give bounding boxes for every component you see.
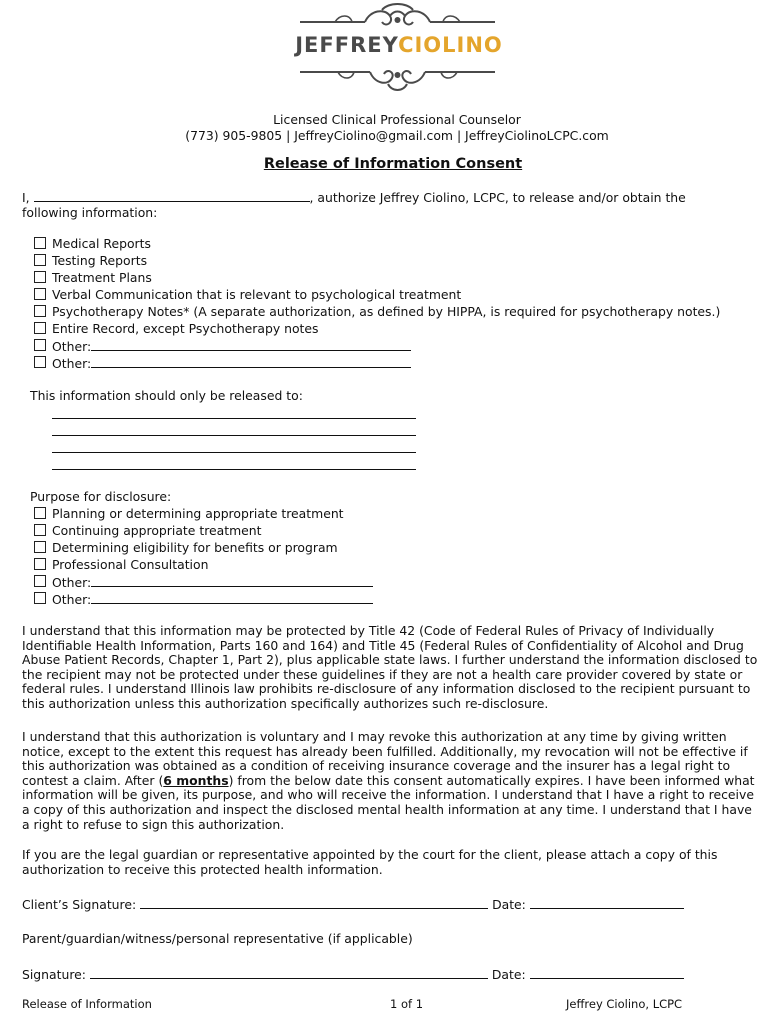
- option-treatment-plans: Treatment Plans: [52, 270, 152, 285]
- client-name-field[interactable]: [34, 189, 310, 202]
- option-verbal-communication: Verbal Communication that is relevant to psychological treatment: [52, 287, 462, 302]
- option-psychotherapy-notes: Psychotherapy Notes* (A separate authorization, as defined by HIPPA, is required for psychotherapy notes.): [52, 304, 721, 319]
- purpose-other-1: [52, 574, 373, 590]
- checkbox-professional-consultation[interactable]: [34, 558, 46, 570]
- checkbox-purpose-other-1[interactable]: [34, 575, 46, 587]
- purpose-other-2-label: Other:: [52, 592, 92, 607]
- option-other-2: [52, 355, 411, 371]
- recipient-line-3[interactable]: [52, 452, 416, 453]
- header-subtitle: Licensed Clinical Professional Counselor: [273, 112, 521, 127]
- client-signature-field[interactable]: [140, 896, 488, 909]
- intro-line2: following information:: [22, 205, 158, 220]
- checkbox-other-2[interactable]: [34, 356, 46, 368]
- client-signature-row: [22, 896, 684, 912]
- option-testing-reports: Testing Reports: [52, 253, 148, 268]
- paragraph-1-text: I understand that this information may be protected by Title 42 (Code of Federal Rules of Privacy of Individually Identifiable Health Information, Parts 160 and 164) and Title 45 (Federal Rules of Confidentiality of Alcohol and Drug Abuse Patient Records, Chapter 1, Part 2), plus applicable state laws. I further understand the information disclosed to the recipient may not be protected under these guidelines if they are not a health care provider covered by state or federal rules. I understand Illinois law prohibits re-disclosure of any information disclosed to the recipient pursuant to this authorization unless this authorization specifically authorizes such re-disclosure.: [22, 623, 758, 711]
- intro-suffix: , authorize Jeffrey Ciolino, LCPC, to release and/or obtain the: [309, 190, 686, 205]
- option-other-1: [52, 338, 411, 354]
- recipient-line-1[interactable]: [52, 418, 416, 419]
- guardian-date-label: Date:: [491, 967, 526, 982]
- paragraph-2-after: ) from the below date this consent automatically expires. I have been informed what information will be given, its purpose, and who will receive the information. I understand that I have a right to receive a copy of this authorization and inspect the disclosed mental health information at any time. I understand that I have a right to refuse to sign this authorization.: [22, 772, 755, 832]
- checkbox-medical-reports[interactable]: [34, 237, 46, 249]
- purpose-heading: Purpose for disclosure:: [30, 489, 172, 504]
- checkbox-treatment-plans[interactable]: [34, 271, 46, 283]
- checkbox-planning-treatment[interactable]: [34, 507, 46, 519]
- expiration-period: 6 months: [163, 772, 229, 788]
- purpose-other-2: [52, 591, 373, 607]
- purpose-planning-treatment: Planning or determining appropriate treatment: [52, 506, 344, 521]
- logo-ornament-top-icon: [290, 0, 505, 34]
- logo-last: CIOLINO: [398, 33, 503, 57]
- legal-paragraph-1: [22, 624, 762, 712]
- other-2-field[interactable]: [91, 355, 411, 368]
- checkbox-entire-record[interactable]: [34, 322, 46, 334]
- logo-wordmark: [294, 33, 504, 57]
- footer-page-number: 1 of 1: [390, 997, 424, 1011]
- logo: [290, 0, 505, 95]
- guardian-signature-field[interactable]: [90, 966, 488, 979]
- purpose-other-1-label: Other:: [52, 575, 92, 590]
- checkbox-eligibility[interactable]: [34, 541, 46, 553]
- option-other-2-label: Other:: [52, 356, 92, 371]
- purpose-other-1-field[interactable]: [91, 574, 373, 587]
- footer-right: Jeffrey Ciolino, LCPC: [566, 997, 683, 1011]
- intro-line: [22, 189, 686, 205]
- released-to-label: This information should only be released to:: [30, 388, 303, 403]
- legal-paragraph-3: [22, 848, 762, 877]
- client-date-field[interactable]: [530, 896, 684, 909]
- footer-left: Release of Information: [22, 997, 152, 1011]
- guardian-signature-label: Signature:: [22, 967, 86, 982]
- other-1-field[interactable]: [91, 338, 411, 351]
- purpose-eligibility: Determining eligibility for benefits or program: [52, 540, 338, 555]
- intro-prefix: I,: [22, 190, 30, 205]
- recipient-line-4[interactable]: [52, 469, 416, 470]
- checkbox-continuing-treatment[interactable]: [34, 524, 46, 536]
- logo-ornament-bottom-icon: [290, 62, 505, 94]
- header-contact: (773) 905-9805 | JeffreyCiolino@gmail.com | JeffreyCiolinoLCPC.com: [185, 128, 609, 143]
- paragraph-2-before: I understand that this authorization is voluntary and I may revoke this authorization at any time by giving written notice, except to the extent this request has already been fulfilled. Additionally, my revocation will not be effective if this authorization was obtained as a condition of receiving insurance coverage and the insurer has a legal right to contest a claim. After (: [22, 729, 748, 788]
- client-date-label: Date:: [492, 897, 526, 912]
- legal-paragraph-2: [22, 730, 762, 832]
- purpose-other-2-field[interactable]: [91, 591, 373, 604]
- paragraph-3-text: If you are the legal guardian or representative appointed by the court for the client, please attach a copy of this authorization to receive this protected health information.: [22, 847, 718, 877]
- guardian-label: Parent/guardian/witness/personal representative (if applicable): [22, 931, 413, 946]
- option-other-1-label: Other:: [52, 339, 92, 354]
- checkbox-other-1[interactable]: [34, 339, 46, 351]
- guardian-date-field[interactable]: [530, 966, 684, 979]
- client-signature-label: Client’s Signature:: [22, 897, 137, 912]
- logo-first: JEFFREY: [295, 33, 399, 57]
- purpose-professional-consultation: Professional Consultation: [52, 557, 209, 572]
- recipient-line-2[interactable]: [52, 435, 416, 436]
- purpose-continuing-treatment: Continuing appropriate treatment: [52, 523, 262, 538]
- checkbox-testing-reports[interactable]: [34, 254, 46, 266]
- page-title: Release of Information Consent: [263, 156, 523, 172]
- guardian-signature-row: [22, 966, 684, 982]
- checkbox-psychotherapy-notes[interactable]: [34, 305, 46, 317]
- option-entire-record: Entire Record, except Psychotherapy notes: [52, 321, 319, 336]
- option-medical-reports: Medical Reports: [52, 236, 151, 251]
- checkbox-verbal-communication[interactable]: [34, 288, 46, 300]
- checkbox-purpose-other-2[interactable]: [34, 592, 46, 604]
